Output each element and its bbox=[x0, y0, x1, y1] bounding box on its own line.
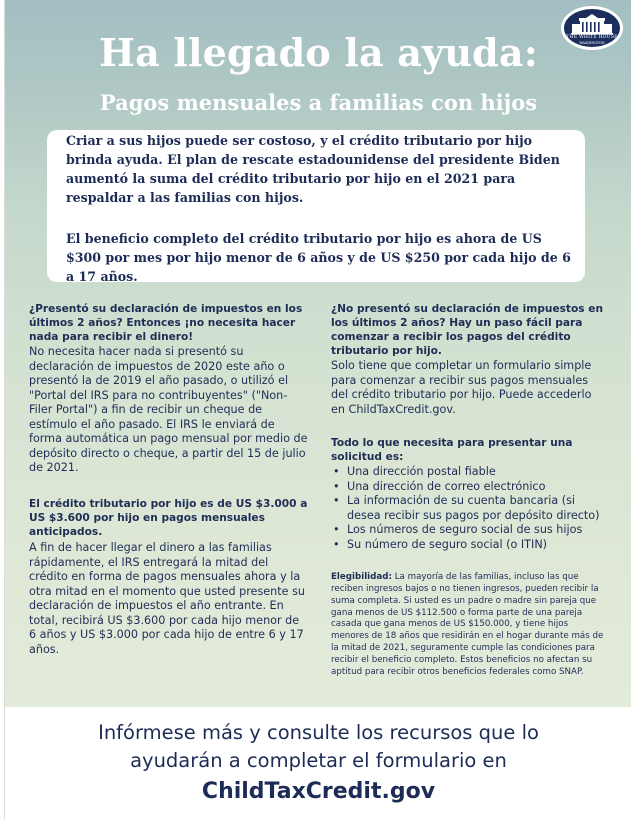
requirements-list bbox=[331, 465, 607, 553]
list-item bbox=[331, 480, 607, 495]
header-panel bbox=[5, 0, 631, 707]
eligibility-note bbox=[331, 572, 607, 679]
page-title: Ha llegado la ayuda: bbox=[99, 30, 538, 75]
list-item bbox=[331, 523, 607, 538]
right-paragraph-not-filed: Solo tiene que completar un formulario simple para comenzar a recibir sus pagos mensuales del crédito tributario por hijo. Puede accederlo en ChildTaxCredit.gov. bbox=[331, 359, 592, 416]
left-heading-filed: ¿Presentó su declaración de impuestos en los últimos 2 años? Entonces ¡no necesita hacer nada para recibir el dinero! bbox=[29, 303, 303, 343]
list-item-text: Los números de seguro social de sus hijos bbox=[347, 523, 583, 537]
bullet-icon: • bbox=[333, 537, 340, 551]
right-heading-not-filed: ¿No presentó su declaración de impuestos en los últimos 2 años? Hay un paso fácil para comenzar a recibir los pagos del crédito tributario por hijo. bbox=[331, 303, 603, 357]
page-subtitle: Pagos mensuales a familias con hijos bbox=[99, 90, 538, 115]
flyer-page bbox=[4, 0, 631, 819]
footer bbox=[5, 707, 631, 819]
left-heading-amount: El crédito tributario por hijo es de US $3.000 a US $3.600 por hijo en pagos mensuales anticipados. bbox=[29, 498, 308, 538]
list-item-text: Una dirección de correo electrónico bbox=[347, 479, 546, 493]
left-paragraph-amount: A fin de hacer llegar el dinero a las familias rápidamente, el IRS entregará la mitad del crédito en forma de pagos mensuales ahora y la otra mitad en el momento que usted presente su declaración de impuestos el año entrante. En total, recibirá US $3.600 por cada hijo menor de 6 años y US $3.000 por cada hijo de entre 6 y 17 años. bbox=[29, 541, 305, 656]
footer-line-2: ayudarán a completar el formulario en bbox=[130, 749, 507, 772]
bullet-icon: • bbox=[333, 479, 340, 493]
bullet-icon: • bbox=[333, 494, 340, 508]
seal-caption-top: THE WHITE HOUSE bbox=[566, 35, 618, 40]
intro-paragraph-2: El beneficio completo del crédito tributario por hijo es ahora de US $300 por mes por hijo menor de 6 años y de US $250 por cada hijo de 6 a 17 años. bbox=[66, 231, 571, 284]
left-paragraph-filed: No necesita hacer nada si presentó su declaración de impuestos de 2020 este año o presentó la de 2019 el año pasado, o utilizó el "Portal del IRS para no contribuyentes" ("Non-Filer Portal") a fin de recibir un cheque de estímulo el año pasado. El IRS le enviará de forma automática un pago mensual por medio de depósito directo o cheque, a partir del 15 de julio de 2021. bbox=[29, 345, 308, 474]
footer-line-1: Infórmese más y consulte los recursos que lo bbox=[98, 721, 539, 744]
list-item bbox=[331, 494, 607, 523]
seal-caption-bottom: WASHINGTON bbox=[579, 41, 605, 45]
list-item bbox=[331, 538, 607, 553]
bullet-icon: • bbox=[333, 465, 340, 478]
list-item-text: La información de su cuenta bancaria (si desea recibir sus pagos por depósito directo) bbox=[347, 494, 600, 522]
intro-paragraph-1: Criar a sus hijos puede ser costoso, y el crédito tributario por hijo brinda ayuda. El plan de rescate estadounidense del presidente Biden aumentó la suma del crédito tributario por hijo en el 2021 para respaldar a las familias con hijos. bbox=[66, 133, 560, 205]
list-item-text: Su número de seguro social (o ITIN) bbox=[347, 537, 548, 551]
requirements-heading: Todo lo que necesita para presentar una solicitud es: bbox=[331, 437, 573, 463]
list-item bbox=[331, 465, 607, 480]
eligibility-text: La mayoría de las familias, incluso las que reciben ingresos bajos o no tienen ingresos, pueden recibir la suma completa. Si usted es un padre o madre sin pareja que gana menos de US $112.500 o forma parte de una pareja casada que gana menos de US $150.000, y tiene hijos menores de 18 años que residirán en el hogar durante más de la mitad de 2021, seguramente cumple las condiciones para recibir el beneficio completo. Estos beneficios no afectan su aptitud para recibir otros beneficios federales como SNAP. bbox=[331, 572, 604, 677]
eligibility-label: Elegibilidad: bbox=[331, 572, 392, 582]
childtaxcredit-link[interactable]: ChildTaxCredit.gov bbox=[201, 779, 436, 804]
list-item-text: Una dirección postal fiable bbox=[347, 465, 496, 478]
intro-box bbox=[47, 130, 585, 282]
bullet-icon: • bbox=[333, 523, 340, 537]
